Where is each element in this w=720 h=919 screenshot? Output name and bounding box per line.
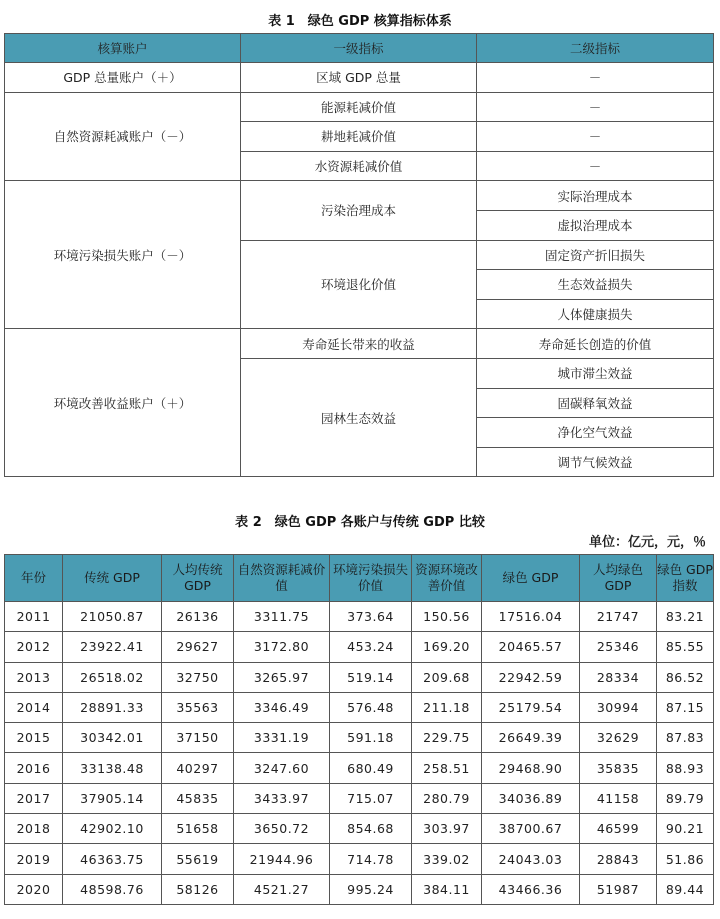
table-cell: 20465.57 (482, 632, 580, 662)
table-cell: 2015 (5, 723, 63, 753)
table-cell: 87.15 (657, 692, 714, 722)
table-cell: 28891.33 (63, 692, 162, 722)
table-cell: 2013 (5, 662, 63, 692)
table-cell: 90.21 (657, 814, 714, 844)
account-natural-resource: 自然资源耗减账户（－） (5, 92, 241, 181)
table-cell: 35563 (162, 692, 234, 722)
table-row (5, 723, 714, 753)
table-cell: 86.52 (657, 662, 714, 692)
table-row (5, 753, 714, 783)
table1-header-row (5, 34, 714, 63)
primary-energy: 能源耗减价值 (241, 92, 477, 122)
table-row (5, 92, 714, 122)
table-row (5, 814, 714, 844)
table-cell: 3433.97 (234, 783, 330, 813)
header-per-capita-green-gdp: 人均绿色 GDP (580, 555, 657, 602)
table-row (5, 181, 714, 211)
table-row (5, 329, 714, 359)
table-cell: 51987 (580, 874, 657, 904)
table-cell: 32750 (162, 662, 234, 692)
table-cell: 169.20 (412, 632, 482, 662)
table-cell: 30342.01 (63, 723, 162, 753)
table-cell: 28843 (580, 844, 657, 874)
table-cell: 211.18 (412, 692, 482, 722)
table-row (5, 662, 714, 692)
table-cell: 17516.04 (482, 602, 580, 632)
primary-life-extension: 寿命延长带来的收益 (241, 329, 477, 359)
table-cell: 21747 (580, 602, 657, 632)
gdp-comparison-table (4, 554, 714, 905)
header-green-gdp: 绿色 GDP (482, 555, 580, 602)
table-cell: 384.11 (412, 874, 482, 904)
table-cell: 2014 (5, 692, 63, 722)
secondary-virtual-cost: 虚拟治理成本 (477, 210, 714, 240)
table-cell: 83.21 (657, 602, 714, 632)
table-cell: 29468.90 (482, 753, 580, 783)
table-cell: 42902.10 (63, 814, 162, 844)
table-cell: 2012 (5, 632, 63, 662)
table-cell: 51.86 (657, 844, 714, 874)
table-cell: 51658 (162, 814, 234, 844)
account-env-improve: 环境改善收益账户（＋） (5, 329, 241, 477)
table-row (5, 692, 714, 722)
table-cell: 34036.89 (482, 783, 580, 813)
table-cell: 4521.27 (234, 874, 330, 904)
table-cell: 32629 (580, 723, 657, 753)
table-cell: 209.68 (412, 662, 482, 692)
table-cell: 715.07 (330, 783, 412, 813)
table-cell: 28334 (580, 662, 657, 692)
table-cell: 854.68 (330, 814, 412, 844)
primary-regional-gdp: 区域 GDP 总量 (241, 63, 477, 93)
header-resource-depletion: 自然资源耗减价值 (234, 555, 330, 602)
table-row (5, 602, 714, 632)
table-row (5, 844, 714, 874)
table-cell: 87.83 (657, 723, 714, 753)
table-cell: 38700.67 (482, 814, 580, 844)
header-year: 年份 (5, 555, 63, 602)
table-cell: 24043.03 (482, 844, 580, 874)
table-cell: 519.14 (330, 662, 412, 692)
table-cell: 46599 (580, 814, 657, 844)
header-secondary: 二级指标 (477, 34, 714, 63)
table-cell: 89.79 (657, 783, 714, 813)
primary-water: 水资源耗减价值 (241, 151, 477, 181)
table-cell: 3172.80 (234, 632, 330, 662)
table-cell: 33138.48 (63, 753, 162, 783)
table-cell: 48598.76 (63, 874, 162, 904)
table-cell: 373.64 (330, 602, 412, 632)
table-cell: 26649.39 (482, 723, 580, 753)
table-cell: 229.75 (412, 723, 482, 753)
table-cell: 280.79 (412, 783, 482, 813)
table2-title: 表 2 绿色 GDP 各账户与传统 GDP 比较 (235, 515, 485, 530)
table-cell: 714.78 (330, 844, 412, 874)
table-cell: 453.24 (330, 632, 412, 662)
table-cell: 2016 (5, 753, 63, 783)
table-row (5, 874, 714, 904)
table-cell: 3650.72 (234, 814, 330, 844)
table-cell: 3331.19 (234, 723, 330, 753)
table-cell: 591.18 (330, 723, 412, 753)
table1-title: 表 1 绿色 GDP 核算指标体系 (268, 14, 452, 29)
primary-env-degradation: 环境退化价值 (241, 240, 477, 329)
table-cell: 995.24 (330, 874, 412, 904)
header-per-capita-gdp: 人均传统 GDP (162, 555, 234, 602)
header-pollution-loss: 环境污染损失价值 (330, 555, 412, 602)
primary-garden-eco: 园林生态效益 (241, 358, 477, 476)
table-cell: 3311.75 (234, 602, 330, 632)
secondary-climate: 调节气候效益 (477, 447, 714, 477)
table-cell: 37150 (162, 723, 234, 753)
table-cell: 25179.54 (482, 692, 580, 722)
table-cell: 29627 (162, 632, 234, 662)
table-cell: 41158 (580, 783, 657, 813)
table-cell: 85.55 (657, 632, 714, 662)
table-row (5, 63, 714, 93)
secondary-carbon: 固碳释氧效益 (477, 388, 714, 418)
secondary-dust: 城市滞尘效益 (477, 358, 714, 388)
table-cell: 89.44 (657, 874, 714, 904)
table-cell: 303.97 (412, 814, 482, 844)
table-cell: 88.93 (657, 753, 714, 783)
table-cell: 2017 (5, 783, 63, 813)
secondary-dash: － (477, 92, 714, 122)
secondary-health-loss: 人体健康损失 (477, 299, 714, 329)
primary-farmland: 耕地耗减价值 (241, 122, 477, 152)
table-cell: 26136 (162, 602, 234, 632)
header-traditional-gdp: 传统 GDP (63, 555, 162, 602)
secondary-air: 净化空气效益 (477, 418, 714, 448)
table-cell: 43466.36 (482, 874, 580, 904)
table-cell: 680.49 (330, 753, 412, 783)
table-cell: 46363.75 (63, 844, 162, 874)
table-cell: 150.56 (412, 602, 482, 632)
header-green-gdp-index: 绿色 GDP 指数 (657, 555, 714, 602)
secondary-dash: － (477, 151, 714, 181)
secondary-life-value: 寿命延长创造的价值 (477, 329, 714, 359)
table-cell: 2020 (5, 874, 63, 904)
secondary-fixed-asset: 固定资产折旧损失 (477, 240, 714, 270)
green-gdp-indicator-table (4, 33, 714, 477)
table-cell: 21944.96 (234, 844, 330, 874)
table-cell: 339.02 (412, 844, 482, 874)
unit-label: 单位：亿元，元，％ (588, 535, 706, 550)
table-cell: 2019 (5, 844, 63, 874)
table-cell: 3346.49 (234, 692, 330, 722)
table-cell: 22942.59 (482, 662, 580, 692)
table-row (5, 632, 714, 662)
table-cell: 3265.97 (234, 662, 330, 692)
secondary-actual-cost: 实际治理成本 (477, 181, 714, 211)
table-cell: 30994 (580, 692, 657, 722)
table-cell: 26518.02 (63, 662, 162, 692)
primary-pollution-cost: 污染治理成本 (241, 181, 477, 240)
header-account: 核算账户 (5, 34, 241, 63)
table-cell: 55619 (162, 844, 234, 874)
table-cell: 40297 (162, 753, 234, 783)
secondary-dash: － (477, 122, 714, 152)
table-cell: 2011 (5, 602, 63, 632)
table-cell: 21050.87 (63, 602, 162, 632)
secondary-eco-loss: 生态效益损失 (477, 270, 714, 300)
table-cell: 23922.41 (63, 632, 162, 662)
account-env-pollution: 环境污染损失账户（－） (5, 181, 241, 329)
table2-header-row (5, 555, 714, 602)
account-gdp-total: GDP 总量账户（＋） (5, 63, 241, 93)
table-cell: 58126 (162, 874, 234, 904)
header-primary: 一级指标 (241, 34, 477, 63)
table-cell: 35835 (580, 753, 657, 783)
table-cell: 37905.14 (63, 783, 162, 813)
table-cell: 576.48 (330, 692, 412, 722)
table-cell: 258.51 (412, 753, 482, 783)
table-cell: 45835 (162, 783, 234, 813)
table-cell: 2018 (5, 814, 63, 844)
secondary-dash: － (477, 63, 714, 93)
header-env-improvement: 资源环境改善价值 (412, 555, 482, 602)
table-cell: 3247.60 (234, 753, 330, 783)
table-row (5, 783, 714, 813)
table-cell: 25346 (580, 632, 657, 662)
